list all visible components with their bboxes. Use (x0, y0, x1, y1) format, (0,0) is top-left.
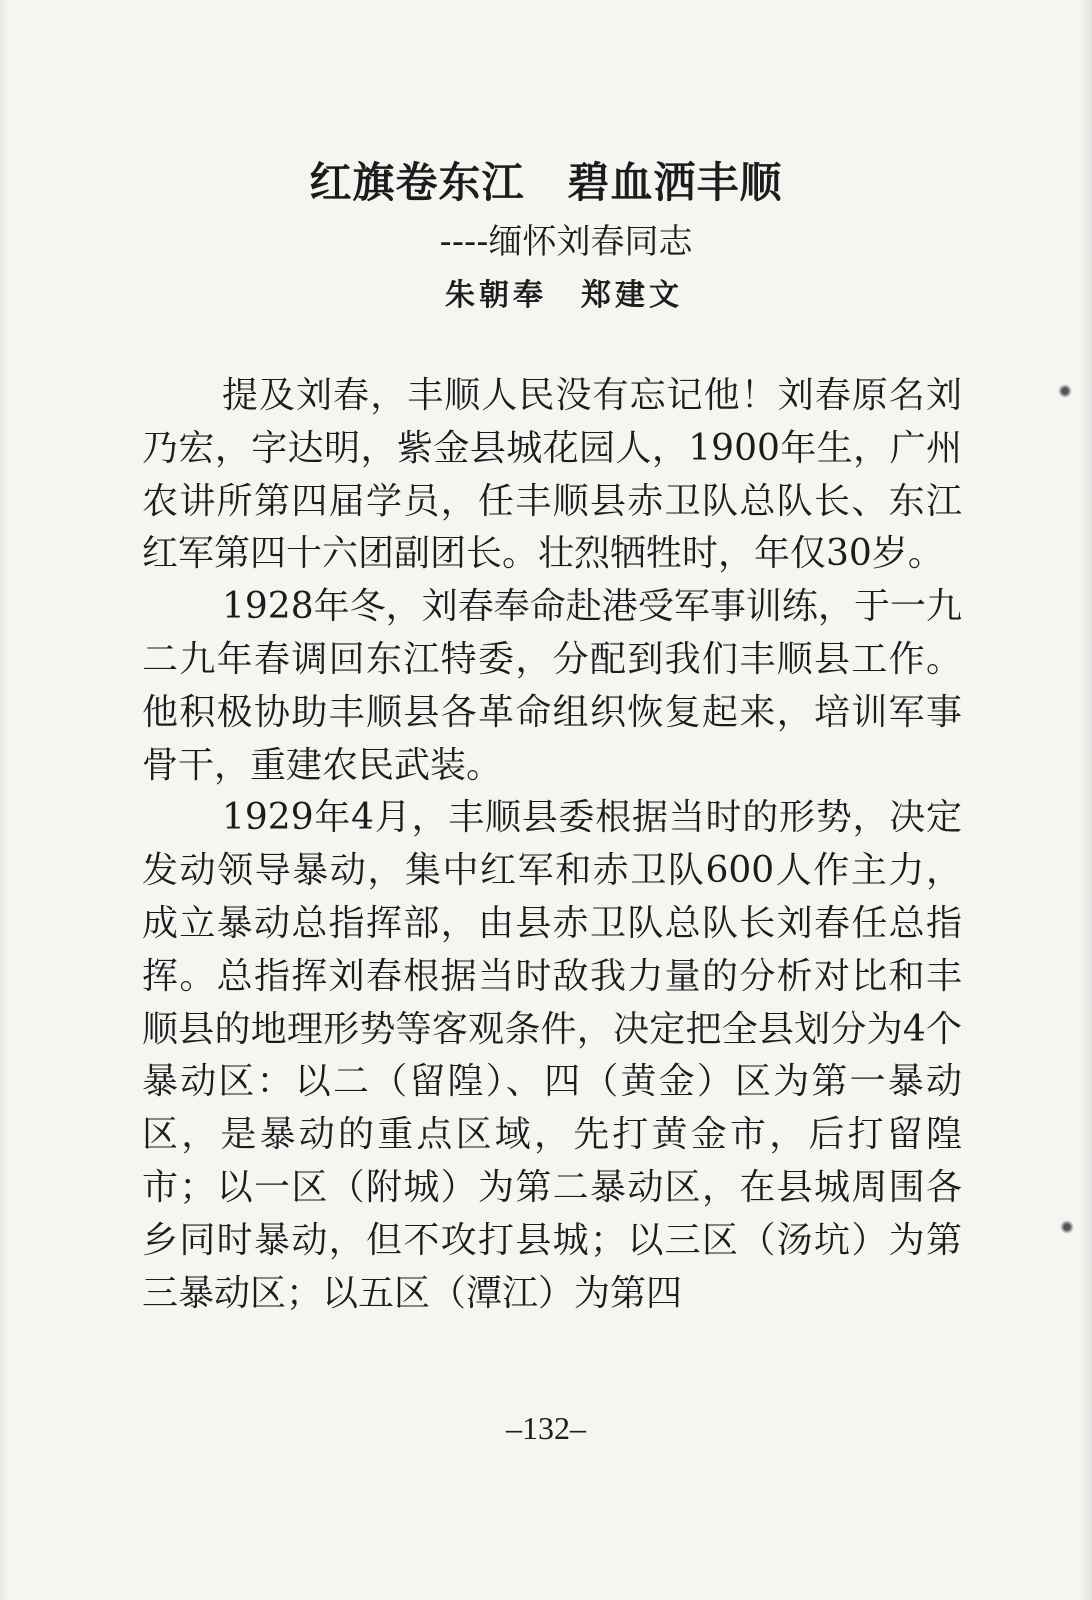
paragraph: 1929年4月，丰顺县委根据当时的形势，决定发动领导暴动，集中红军和赤卫队600人作主力，成立暴动总指挥部，由县赤卫队总队长刘春任总指挥。总指挥刘春根据当时敌我力量的分析对比和丰顺县的地理形势等客观条件，决定把全县划分为4个暴动区：以二（留隍）、四（黄金）区为第一暴动区，是暴动的重点区域，先打黄金市，后打留隍市；以一区（附城）为第二暴动区，在县城周围各乡同时暴动，但不攻打县城；以三区（汤坑）为第三暴动区；以五区（潭江）为第四 (142, 797, 962, 1314)
paragraph: 1928年冬，刘春奉命赴港受军事训练，于一九二九年春调回东江特委，分配到我们丰顺县工作。他积极协助丰顺县各革命组织恢复起来，培训军事骨干，重建农民武装。 (142, 586, 962, 786)
paragraph: 提及刘春，丰顺人民没有忘记他！刘春原名刘乃宏，字达明，紫金县城花园人，1900年生，广州农讲所第四届学员，任丰顺县赤卫队总队长、东江红军第四十六团副团长。壮烈牺牲时，年仅30岁。 (142, 375, 962, 575)
article-title: 红旗卷东江 碧血洒丰顺 (309, 158, 783, 207)
article-subtitle: ----缅怀刘春同志 (439, 222, 693, 262)
binding-hole-mark (1060, 1220, 1074, 1234)
page-number: –132– (506, 1410, 586, 1446)
article-authors: 朱朝奉 郑建文 (445, 278, 683, 313)
binding-hole-mark (1058, 384, 1072, 398)
article-body (142, 370, 962, 1320)
